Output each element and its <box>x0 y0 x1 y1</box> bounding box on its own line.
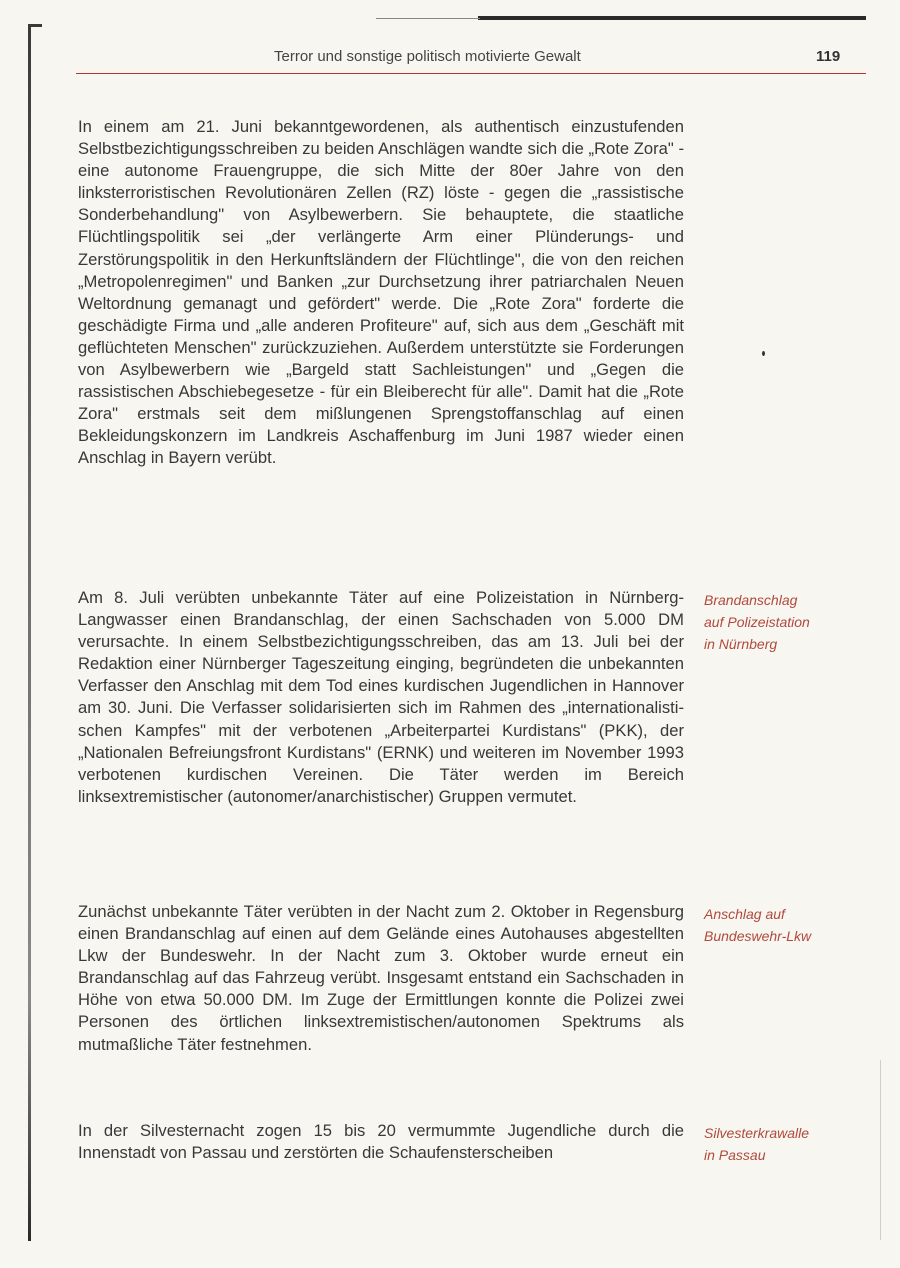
page-number: 119 <box>816 48 841 65</box>
margin-note-line: in Passau <box>704 1147 766 1163</box>
margin-note-silvester <box>704 1122 874 1166</box>
header-rule <box>76 73 866 74</box>
margin-note-brandanschlag <box>704 589 874 655</box>
margin-note-line: Anschlag auf <box>704 906 785 922</box>
top-edge-line <box>478 16 866 20</box>
paragraph: Zunächst unbekannte Täter verübten in der Nacht zum 2. Oktober in Regensburg einen Brandanschlag auf einen auf dem Gelände eines Autohauses abgestellten Lkw der Bundeswehr. In der Nacht zum 3. Oktober wurde erneut ein Brandanschlag auf das Fahrzeug verübt. Insgesamt entstand ein Sachschaden in Höhe von etwa 50.000 DM. Im Zuge der Ermittlungen konnte die Polizei zwei Personen des örtlichen linksextremistischen/autonomen Spektrums als mutmaßliche Täter festnehmen. <box>78 902 684 1054</box>
right-edge-line <box>880 1060 881 1240</box>
margin-note-line: Silvesterkrawalle <box>704 1125 810 1141</box>
margin-note-line: in Nürnberg <box>704 636 778 652</box>
corner-mark <box>28 24 42 27</box>
margin-note-line: Bundeswehr-Lkw <box>704 928 812 944</box>
scan-speck <box>762 351 765 356</box>
paragraph: In einem am 21. Juni bekanntgewordenen, als authentisch einzustufenden Selbstbezichtigungsschreiben zu beiden Anschlägen wandte sich die „Rote Zora" - eine autonome Frauengruppe, die sich Mitte der 80er Jahre von den linksterroristischen Revolutionären Zellen (RZ) löste - gegen die „rassistische Sonderbehandlung" von Asylbewerbern. Sie behauptete, die staatliche Flüchtlingspolitik sei „der verlängerte Arm einer Plünderungs- und Zerstörungspolitik in den Herkunftsländern der Flüchtlinge", die von den reichen „Metropolenregimen" und Banken „zur Durchsetzung ihrer patriarchalen Neuen Weltordnung gemanagt und gefördert" werde. Die „Rote Zora" forderte die geschädigte Firma und „alle anderen Profiteure" auf, sich aus dem „Geschäft mit geflüchteten Menschen" zurückzuziehen. Außerdem unterstützte sie Forderungen von Asylbewerbern wie „Bargeld statt Sachleistungen" und „Gegen die rassistischen Abschiebegesetze - für ein Bleiberecht für alle". Damit hat die „Rote Zora" erstmals seit dem mißlungenen Sprengstoffanschlag auf einen Bekleidungskonzern im Landkreis Aschaffenburg im Juni 1987 wieder einen Anschlag in Bayern verübt. <box>78 117 684 468</box>
paragraph: In der Silvesternacht zogen 15 bis 20 vermummte Jugendliche durch die Innenstadt von Passau und zerstörten die Schaufensterscheiben <box>78 1121 684 1163</box>
running-header-title: Terror und sonstige politisch motivierte Gewalt <box>274 48 581 65</box>
top-edge-thin-line <box>376 18 480 19</box>
margin-note-line: auf Polizeistation <box>704 614 810 630</box>
margin-note-line: Brandanschlag <box>704 592 798 608</box>
paragraph: Am 8. Juli verübten unbekannte Täter auf eine Polizeistation in Nürnberg-Langwasser einen Brandanschlag, der einen Sachschaden von 5.000 DM verursachte. In einem Selbstbezichtigungsschreiben, das am 13. Juli bei der Redaktion einer Nürnberger Tageszeitung einging, begründeten die unbekannten Verfasser den Anschlag mit dem Tod eines kurdischen Jugendlichen in Hannover am 30. Juni. Die Verfasser solidarisierten sich im Rahmen des „internationalistischen Kampfes" mit der verbotenen „Arbeiterpartei Kurdistans" (PKK), der „Nationalen Befreiungsfront Kurdistans" (ERNK) und weiteren im November 1993 verbotenen kurdischen Vereinen. Die Täter werden im Bereich linksextremistischer (autonomer/anarchistischer) Gruppen vermutet. <box>78 588 684 806</box>
margin-note-bundeswehr <box>704 903 874 947</box>
binding-shadow <box>28 26 31 1241</box>
